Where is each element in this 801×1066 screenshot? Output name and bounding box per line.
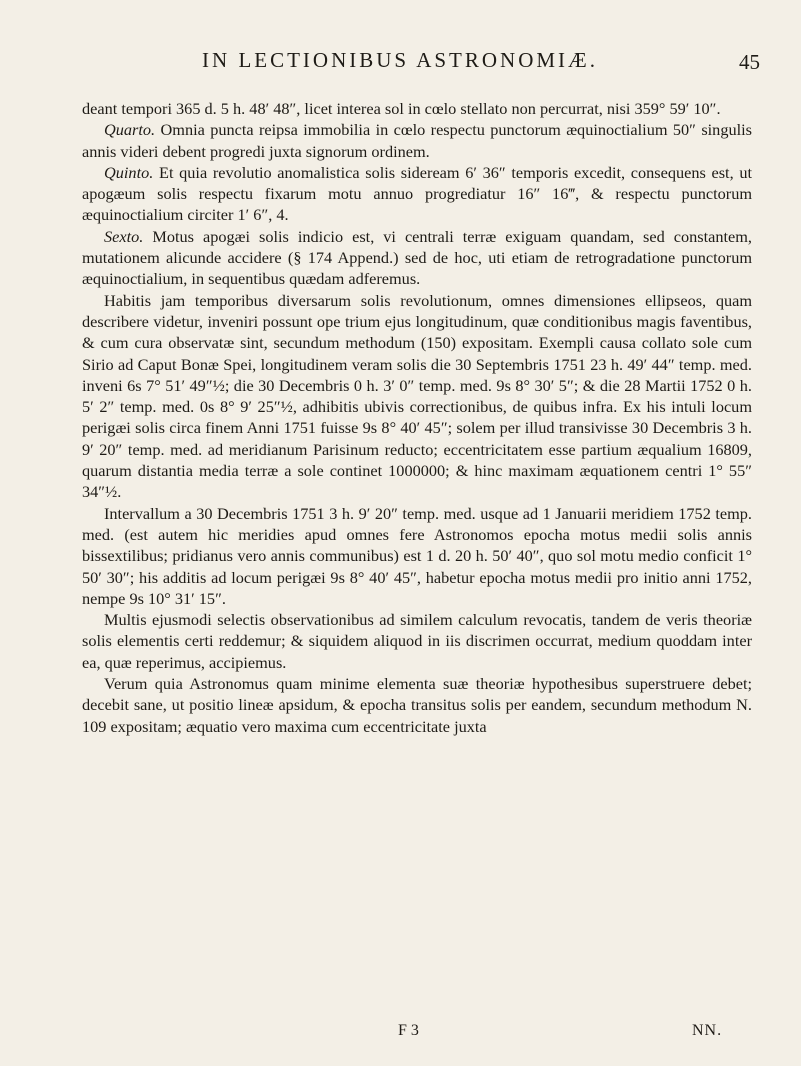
- paragraph-text: Omnia puncta reipsa immobilia in cœlo respectu punctorum æquinoctialium 50″ singulis annis videri debent progredi juxta signorum ordinem.: [82, 120, 752, 161]
- paragraph-text: Habitis jam temporibus diversarum solis revolutionum, omnes dimensiones ellipseos, quam describere videtur, inveniri possunt ope trium ejus longitudinum, quæ conditionibus magis faventibus, & cum cura observatæ sint, secundum methodum (150) expositam. Exempli causa collato sole cum Sirio ad Caput Bonæ Spei, longitudinem veram solis die 30 Septembris 1751 23 h. 49′ 44″ temp. med. inveni 6s 7° 51′ 49″½; die 30 Decembris 0 h. 3′ 0″ temp. med. 9s 8° 30′ 5″; & die 28 Martii 1752 0 h. 5′ 2″ temp. med. 0s 8° 9′ 25″½, adhibitis ubivis correctionibus, de quibus infra. Ex his intuli locum perigæi solis circa finem Anni 1751 fuisse 9s 8° 40′ 45″; solem per illud transivisse 30 Decembris 3 h. 9′ 20″ temp. med. ad meridianum Parisinum reducto; eccentricitatem esse partium æqualium 16809, quarum distantia media terræ a sole continet 1000000; & hinc maximam æquationem centri 1° 55″ 34″½.: [82, 290, 752, 502]
- paragraph-text: Intervallum a 30 Decembris 1751 3 h. 9′ 20″ temp. med. usque ad 1 Januarii meridiem 1752 temp. med. (est autem hic meridies apud omnes fere Astronomos epocha motus medii solis annis bissextilibus; pridianus vero annis communibus) est 1 d. 20 h. 50′ 40″, quo sol motu medio conficit 1° 50′ 30″; his additis ad locum perigæi 9s 8° 40′ 45″, habetur epocha motus medii pro initio anni 1752, nempe 9s 10° 31′ 15″.: [82, 503, 752, 608]
- paragraph-label: Quarto.: [104, 120, 156, 140]
- paragraph: [82, 226, 752, 290]
- paragraph-text: Verum quia Astronomus quam minime elementa suæ theoriæ hypothesibus superstruere debet; decebit sane, ut positio lineæ apsidum, & epocha transitus solis per eandem, secundum methodum N. 109 expositam; æquatio vero maxima cum eccentricitate juxta: [82, 674, 752, 736]
- paragraph: [82, 119, 752, 162]
- signature-mark: F 3: [398, 1022, 419, 1039]
- page-footer: [0, 1022, 801, 1046]
- paragraph: [82, 98, 752, 119]
- paragraph: [82, 673, 752, 737]
- paragraph: [82, 162, 752, 226]
- paragraph: [82, 503, 752, 609]
- paragraph: [82, 290, 752, 503]
- body-text: [82, 98, 752, 737]
- running-title: IN LECTIONIBUS ASTRONOMIÆ.: [202, 48, 598, 72]
- catchword: NN.: [692, 1022, 723, 1039]
- paragraph-label: Quinto.: [104, 162, 154, 182]
- paragraph-text: Et quia revolutio anomalistica solis sideream 6′ 36″ temporis excedit, consequens est, ut apogæum solis respectu fixarum motu annuo progrediatur 16″ 16‴, & respectu punctorum æquinoctialium circiter 1′ 6″, 4.: [82, 162, 752, 225]
- paragraph: [82, 609, 752, 673]
- paragraph-label: Sexto.: [104, 226, 144, 246]
- paragraph-text: Multis ejusmodi selectis observationibus ad similem calculum revocatis, tandem de veris theoriæ solis elementis certi reddemur; & siquidem aliquod in iis discrimen occurrat, medium quoddam inter ea, quæ reperimus, accipiemus.: [82, 610, 752, 672]
- running-header: [0, 48, 801, 84]
- page-number: 45: [739, 50, 760, 74]
- paragraph-text: deant tempori 365 d. 5 h. 48′ 48″, licet interea sol in cœlo stellato non percurrat, nisi 359° 59′ 10″.: [82, 99, 721, 118]
- paragraph-text: Motus apogæi solis indicio est, vi centrali terræ exiguam quandam, sed constantem, mutationem alicunde accidere (§ 174 Append.) sed de hoc, uti etiam de retrogradatione punctorum æquinoctialium, in sequentibus quædam adferemus.: [82, 226, 752, 289]
